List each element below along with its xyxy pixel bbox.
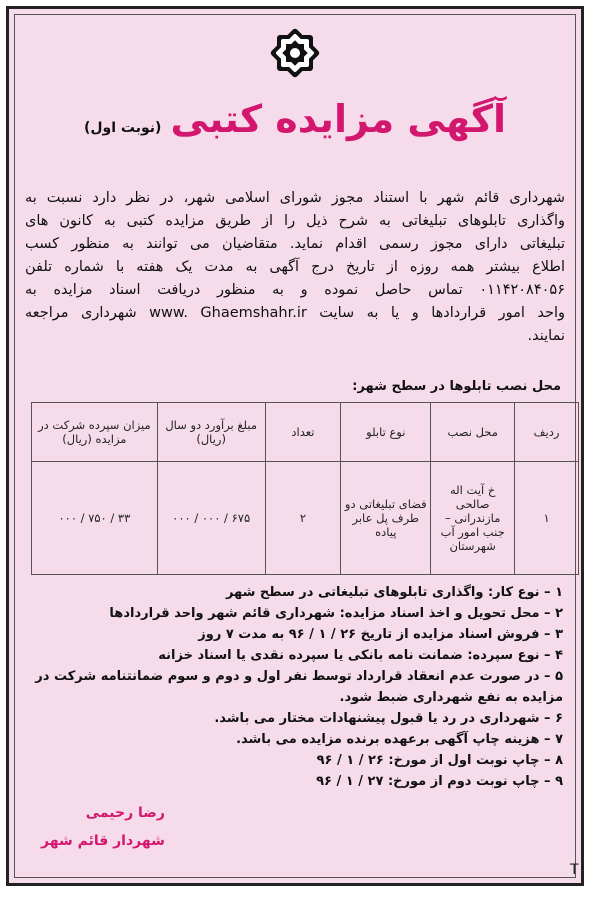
notice-title: آگهی مزایده کتبی [170,97,507,141]
header-deposit: میزان سپرده شرکت در مزایده (ریال) [32,403,158,462]
notice-title-row [9,97,581,141]
body-line: واحد امور قراردادها و یا به سایت www. Ghaemshahr.ir شهرداری مراجعه [25,305,565,321]
signature-position: شهردار قائم شهر [41,833,165,849]
notice-body [25,187,565,348]
body-line: تبلیغاتی دارای مجوز رسمی اقدام نماید. متقاضیان می توانند به منظور کسب [25,236,565,252]
condition-item: ۵ – در صورت عدم انعقاد قرارداد توسط نفر اول و دوم و سوم ضمانتنامه شرکت در [35,669,563,684]
body-line: نمایند. [527,328,565,344]
condition-item: ۶ – شهرداری در رد یا قبول پیشنهادات مختار می باشد. [214,711,563,726]
condition-item: ۱ – نوع کار: واگذاری تابلوهای تبلیغاتی در سطح شهر [225,585,563,600]
municipality-logo-icon [265,23,325,83]
condition-item: مزایده به نفع شهرداری ضبط شود. [339,690,563,705]
header-row-number: ردیف [515,403,579,462]
notice-frame [6,6,584,886]
header-count: تعداد [265,403,341,462]
body-line: شهرداری قائم شهر با استناد مجوز شورای اسلامی شهر، در نظر دارد نسبت به [25,190,565,206]
page-mark: T [570,862,579,878]
header-location: محل نصب [431,403,515,462]
condition-item: ۹ – چاپ نوبت دوم از مورخ: ۲۷ / ۱ / ۹۶ [316,774,563,789]
body-line: ۰۱۱۴۲۰۸۴۰۵۶ تماس حاصل نموده و به منظور دریافت اسناد مزایده به [25,282,565,298]
condition-item: ۷ – هزینه چاپ آگهی برعهده برنده مزایده می باشد. [236,732,563,747]
signature-block [41,799,165,855]
cell-location: خ آیت اله صالحی مازندرانی – جنب امور آب شهرستان [431,462,515,575]
condition-item: ۲ – محل تحویل و اخذ اسناد مزایده: شهرداری قائم شهر واحد قراردادها [109,606,563,621]
billboard-table [31,402,579,575]
cell-estimate: ۶۷۵ / ۰۰۰ / ۰۰۰ [157,462,265,575]
notice-round: (نوبت اول) [83,120,162,136]
header-estimate: مبلغ برآورد دو سال (ریال) [157,403,265,462]
table-header-row [32,403,579,462]
signature-name: رضا رحیمی [85,805,165,821]
condition-item: ۴ – نوع سپرده: ضمانت نامه بانکی یا سپرده نقدی یا اسناد خزانه [158,648,563,663]
conditions-list [27,582,563,792]
cell-count: ۲ [265,462,341,575]
cell-row-number: ۱ [515,462,579,575]
table-caption: محل نصب تابلوها در سطح شهر: [352,379,561,394]
cell-billboard-type: فضای تبلیغاتی دو طرف پل عابر پیاده [341,462,431,575]
condition-item: ۳ – فروش اسناد مزایده از تاریخ ۲۶ / ۱ / ۹۶ به مدت ۷ روز [198,627,563,642]
header-billboard-type: نوع تابلو [341,403,431,462]
table-row [32,462,579,575]
cell-deposit: ۳۳ / ۷۵۰ / ۰۰۰ [32,462,158,575]
body-line: واگذاری تابلوهای تبلیغاتی به شرح ذیل را از طریق مزایده کتبی به کانون های [25,213,565,229]
body-line: اطلاع بیشتر همه روزه از تاریخ درج آگهی به مدت یک هفته با شماره تلفن [25,259,565,275]
condition-item: ۸ – چاپ نوبت اول از مورخ: ۲۶ / ۱ / ۹۶ [316,753,563,768]
